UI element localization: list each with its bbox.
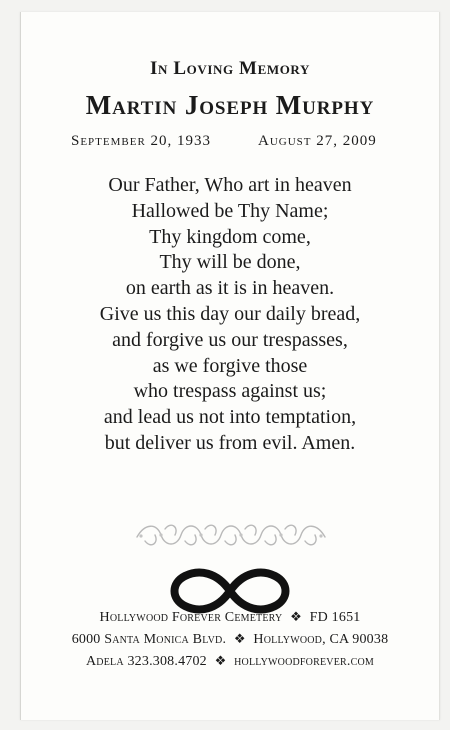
prayer-line: Hallowed be Thy Name;: [131, 199, 329, 222]
contact-phone: Adela 323.308.4702: [86, 654, 207, 669]
separator-icon: ❖: [233, 631, 246, 646]
prayer-line: and lead us not into temptation,: [103, 406, 357, 429]
prayer-line: Give us this day our daily bread,: [99, 302, 361, 325]
prayer-text: [21, 173, 439, 457]
prayer-line: and forgive us our trespasses,: [112, 328, 348, 351]
prayer-line: Thy kingdom come,: [149, 225, 311, 248]
card-heading: In Loving Memory: [150, 58, 310, 79]
memorial-card: [20, 12, 440, 720]
prayer-line: on earth as it is in heaven.: [125, 277, 335, 300]
prayer-line: who trespass against us;: [133, 380, 327, 403]
death-date: August 27, 2009: [258, 133, 377, 149]
footer-address-line: [21, 631, 439, 648]
funeral-director-number: FD 1651: [309, 610, 361, 625]
separator-icon: ❖: [214, 653, 227, 668]
prayer-line: as we forgive those: [152, 354, 308, 377]
footer-contact-line: [21, 653, 439, 670]
decorative-flourish-icon: [131, 519, 331, 551]
prayer-line: but deliver us from evil. Amen.: [104, 431, 356, 454]
street-address: 6000 Santa Monica Blvd.: [71, 632, 227, 647]
cemetery-name: Hollywood Forever Cemetery: [99, 610, 283, 625]
city-state-zip: Hollywood, CA 90038: [253, 632, 389, 647]
website: hollywoodforever.com: [234, 654, 374, 669]
deceased-name: Martin Joseph Murphy: [85, 90, 375, 120]
prayer-line: Our Father, Who art in heaven: [108, 174, 352, 196]
infinity-icon: [169, 568, 291, 614]
separator-icon: ❖: [290, 609, 302, 624]
footer-cemetery-line: [21, 609, 439, 626]
prayer-line: Thy will be done,: [159, 251, 301, 274]
birth-date: September 20, 1933: [71, 133, 212, 149]
